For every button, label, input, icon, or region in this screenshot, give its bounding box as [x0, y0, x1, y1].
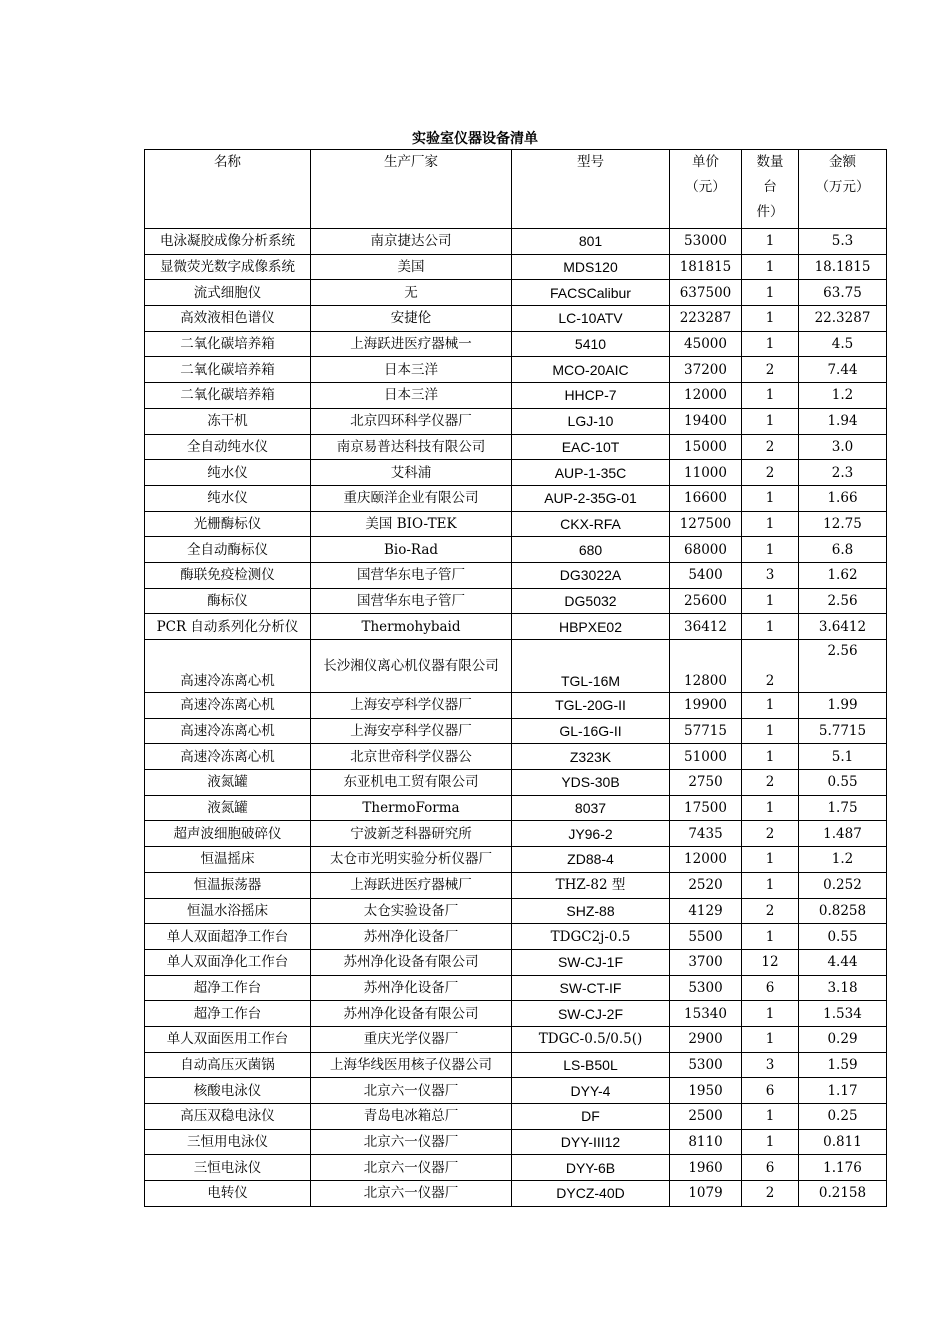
cell-maker: 北京六一仪器厂	[311, 1181, 512, 1207]
cell-model: AUP-1-35C	[512, 460, 670, 486]
cell-name: 高压双稳电泳仪	[145, 1104, 311, 1130]
cell-price: 2520	[670, 872, 742, 898]
cell-model: SW-CJ-2F	[512, 1001, 670, 1027]
cell-price: 17500	[670, 795, 742, 821]
table-row	[145, 537, 887, 563]
cell-name: 恒温水浴摇床	[145, 898, 311, 924]
table-row	[145, 718, 887, 744]
cell-maker: 日本三洋	[311, 383, 512, 409]
cell-maker: 苏州净化设备有限公司	[311, 949, 512, 975]
cell-maker: 上海安亭科学仪器厂	[311, 718, 512, 744]
cell-price: 25600	[670, 588, 742, 614]
cell-name: 显微荧光数字成像系统	[145, 254, 311, 280]
cell-price: 16600	[670, 485, 742, 511]
cell-amount: 1.94	[799, 408, 887, 434]
cell-qty: 1	[742, 485, 799, 511]
table-row	[145, 1181, 887, 1207]
cell-model: CKX-RFA	[512, 511, 670, 537]
cell-maker: 国营华东电子管厂	[311, 562, 512, 588]
cell-qty: 1	[742, 924, 799, 950]
cell-name: 纯水仪	[145, 460, 311, 486]
cell-price: 1079	[670, 1181, 742, 1207]
cell-name: 酶联免疫检测仪	[145, 562, 311, 588]
cell-qty: 1	[742, 306, 799, 332]
cell-qty: 6	[742, 1078, 799, 1104]
cell-model: TDGC-0.5/0.5()	[512, 1026, 670, 1052]
cell-amount: 0.8258	[799, 898, 887, 924]
cell-qty: 1	[742, 1026, 799, 1052]
header-maker: 生产厂家	[311, 150, 512, 229]
table-row	[145, 1001, 887, 1027]
cell-maker: ThermoForma	[311, 795, 512, 821]
header-name: 名称	[145, 150, 311, 229]
table-row	[145, 693, 887, 719]
cell-amount: 0.252	[799, 872, 887, 898]
cell-maker: 南京捷达公司	[311, 229, 512, 255]
cell-price: 1960	[670, 1155, 742, 1181]
cell-model: ZD88-4	[512, 847, 670, 873]
cell-price: 181815	[670, 254, 742, 280]
cell-price: 57715	[670, 718, 742, 744]
table-row	[145, 588, 887, 614]
cell-name: 高速冷冻离心机	[145, 693, 311, 719]
cell-maker: 上海跃进医疗器械一	[311, 331, 512, 357]
cell-model: 5410	[512, 331, 670, 357]
header-price: 单价 （元）	[670, 150, 742, 229]
cell-name: PCR 自动系列化分析仪	[145, 614, 311, 640]
cell-qty: 1	[742, 693, 799, 719]
cell-amount: 12.75	[799, 511, 887, 537]
table-row	[145, 795, 887, 821]
cell-model: AUP-2-35G-01	[512, 485, 670, 511]
table-row	[145, 280, 887, 306]
cell-name: 电泳凝胶成像分析系统	[145, 229, 311, 255]
cell-model: Z323K	[512, 744, 670, 770]
cell-name: 光栅酶标仪	[145, 511, 311, 537]
cell-price: 5300	[670, 1052, 742, 1078]
cell-price: 45000	[670, 331, 742, 357]
cell-qty: 1	[742, 1104, 799, 1130]
cell-qty: 1	[742, 614, 799, 640]
cell-maker: 安捷伦	[311, 306, 512, 332]
cell-amount: 0.29	[799, 1026, 887, 1052]
cell-qty: 2	[742, 1181, 799, 1207]
table-row	[145, 254, 887, 280]
table-row	[145, 821, 887, 847]
cell-amount: 1.62	[799, 562, 887, 588]
cell-price: 7435	[670, 821, 742, 847]
cell-amount: 0.55	[799, 924, 887, 950]
cell-amount: 0.2158	[799, 1181, 887, 1207]
cell-amount: 0.25	[799, 1104, 887, 1130]
cell-qty: 2	[742, 898, 799, 924]
cell-maker: 北京六一仪器厂	[311, 1078, 512, 1104]
cell-amount: 6.8	[799, 537, 887, 563]
cell-qty: 1	[742, 1129, 799, 1155]
cell-maker: Thermohybaid	[311, 614, 512, 640]
cell-price: 19900	[670, 693, 742, 719]
table-row	[145, 614, 887, 640]
cell-amount: 1.2	[799, 383, 887, 409]
cell-qty: 1	[742, 408, 799, 434]
cell-maker: 太仓实验设备厂	[311, 898, 512, 924]
cell-model: MDS120	[512, 254, 670, 280]
table-row	[145, 1104, 887, 1130]
cell-amount: 0.55	[799, 770, 887, 796]
cell-amount: 1.2	[799, 847, 887, 873]
cell-amount: 5.1	[799, 744, 887, 770]
table-row	[145, 872, 887, 898]
cell-maker: 重庆光学仪器厂	[311, 1026, 512, 1052]
cell-amount: 2.3	[799, 460, 887, 486]
cell-amount: 1.176	[799, 1155, 887, 1181]
cell-qty: 1	[742, 280, 799, 306]
cell-maker: 美国 BIO-TEK	[311, 511, 512, 537]
cell-model: GL-16G-II	[512, 718, 670, 744]
cell-maker: 美国	[311, 254, 512, 280]
cell-name: 二氧化碳培养箱	[145, 331, 311, 357]
table-row	[145, 306, 887, 332]
table-row	[145, 1129, 887, 1155]
table-row	[145, 357, 887, 383]
cell-qty: 6	[742, 1155, 799, 1181]
cell-price: 36412	[670, 614, 742, 640]
table-row	[145, 229, 887, 255]
cell-model: 801	[512, 229, 670, 255]
cell-name: 三恒用电泳仪	[145, 1129, 311, 1155]
cell-model: LS-B50L	[512, 1052, 670, 1078]
cell-amount: 1.59	[799, 1052, 887, 1078]
cell-price: 4129	[670, 898, 742, 924]
cell-amount: 5.7715	[799, 718, 887, 744]
cell-price: 12000	[670, 847, 742, 873]
cell-name: 单人双面超净工作台	[145, 924, 311, 950]
cell-name: 全自动酶标仪	[145, 537, 311, 563]
cell-model: TGL-20G-II	[512, 693, 670, 719]
cell-amount: 4.5	[799, 331, 887, 357]
cell-maker: 苏州净化设备厂	[311, 924, 512, 950]
cell-name: 液氮罐	[145, 795, 311, 821]
table-row	[145, 434, 887, 460]
cell-amount: 18.1815	[799, 254, 887, 280]
cell-model: MCO-20AIC	[512, 357, 670, 383]
cell-qty: 2	[742, 821, 799, 847]
cell-maker: 苏州净化设备厂	[311, 975, 512, 1001]
cell-price: 5400	[670, 562, 742, 588]
cell-qty: 1	[742, 1001, 799, 1027]
cell-price: 5500	[670, 924, 742, 950]
cell-price: 19400	[670, 408, 742, 434]
cell-qty: 2	[742, 770, 799, 796]
table-row	[145, 408, 887, 434]
cell-name: 液氮罐	[145, 770, 311, 796]
cell-price: 223287	[670, 306, 742, 332]
cell-qty: 2	[742, 357, 799, 383]
cell-model: TGL-16M	[512, 640, 670, 693]
cell-model: DYY-4	[512, 1078, 670, 1104]
cell-qty: 3	[742, 1052, 799, 1078]
cell-amount: 3.18	[799, 975, 887, 1001]
cell-maker: 北京六一仪器厂	[311, 1129, 512, 1155]
table-row	[145, 562, 887, 588]
cell-name: 电转仪	[145, 1181, 311, 1207]
cell-name: 高速冷冻离心机	[145, 718, 311, 744]
cell-name: 二氧化碳培养箱	[145, 383, 311, 409]
cell-qty: 1	[742, 537, 799, 563]
cell-price: 2750	[670, 770, 742, 796]
cell-model: DF	[512, 1104, 670, 1130]
cell-model: 680	[512, 537, 670, 563]
cell-amount: 3.0	[799, 434, 887, 460]
cell-qty: 1	[742, 511, 799, 537]
cell-maker: 上海跃进医疗器械厂	[311, 872, 512, 898]
cell-amount: 7.44	[799, 357, 887, 383]
table-row	[145, 898, 887, 924]
cell-maker: 南京易普达科技有限公司	[311, 434, 512, 460]
cell-maker: 苏州净化设备有限公司	[311, 1001, 512, 1027]
cell-maker: 青岛电冰箱总厂	[311, 1104, 512, 1130]
cell-qty: 1	[742, 718, 799, 744]
cell-qty: 2	[742, 460, 799, 486]
cell-model: LC-10ATV	[512, 306, 670, 332]
cell-maker: 无	[311, 280, 512, 306]
cell-maker: 国营华东电子管厂	[311, 588, 512, 614]
cell-qty: 6	[742, 975, 799, 1001]
cell-maker: 日本三洋	[311, 357, 512, 383]
cell-price: 12000	[670, 383, 742, 409]
table-row	[145, 331, 887, 357]
cell-name: 高速冷冻离心机	[145, 640, 311, 693]
cell-amount: 22.3287	[799, 306, 887, 332]
cell-model: DYY-III12	[512, 1129, 670, 1155]
cell-name: 核酸电泳仪	[145, 1078, 311, 1104]
table-row	[145, 847, 887, 873]
cell-model: SW-CJ-1F	[512, 949, 670, 975]
cell-amount: 0.811	[799, 1129, 887, 1155]
cell-maker: 重庆颐洋企业有限公司	[311, 485, 512, 511]
cell-price: 2900	[670, 1026, 742, 1052]
cell-price: 68000	[670, 537, 742, 563]
cell-name: 高效液相色谱仪	[145, 306, 311, 332]
cell-maker: 太仓市光明实验分析仪器厂	[311, 847, 512, 873]
table-body	[145, 229, 887, 1207]
cell-name: 单人双面净化工作台	[145, 949, 311, 975]
cell-model: TDGC2j-0.5	[512, 924, 670, 950]
table-row	[145, 1026, 887, 1052]
cell-name: 超声波细胞破碎仪	[145, 821, 311, 847]
cell-price: 3700	[670, 949, 742, 975]
cell-model: DG5032	[512, 588, 670, 614]
cell-model: DG3022A	[512, 562, 670, 588]
cell-name: 流式细胞仪	[145, 280, 311, 306]
cell-maker: 上海安亭科学仪器厂	[311, 693, 512, 719]
cell-qty: 2	[742, 640, 799, 693]
table-row	[145, 460, 887, 486]
cell-name: 冻干机	[145, 408, 311, 434]
cell-qty: 1	[742, 795, 799, 821]
table-row	[145, 975, 887, 1001]
cell-name: 全自动纯水仪	[145, 434, 311, 460]
cell-model: DYCZ-40D	[512, 1181, 670, 1207]
table-row	[145, 383, 887, 409]
cell-amount: 4.44	[799, 949, 887, 975]
cell-amount: 1.75	[799, 795, 887, 821]
cell-amount: 5.3	[799, 229, 887, 255]
cell-qty: 1	[742, 872, 799, 898]
cell-name: 酶标仪	[145, 588, 311, 614]
cell-name: 恒温振荡器	[145, 872, 311, 898]
cell-amount: 63.75	[799, 280, 887, 306]
cell-amount: 1.99	[799, 693, 887, 719]
cell-name: 超净工作台	[145, 1001, 311, 1027]
cell-price: 51000	[670, 744, 742, 770]
cell-name: 纯水仪	[145, 485, 311, 511]
cell-amount: 1.17	[799, 1078, 887, 1104]
cell-amount: 3.6412	[799, 614, 887, 640]
cell-model: EAC-10T	[512, 434, 670, 460]
table-row	[145, 640, 887, 693]
cell-maker: 北京四环科学仪器厂	[311, 408, 512, 434]
cell-price: 53000	[670, 229, 742, 255]
table-row	[145, 770, 887, 796]
cell-price: 127500	[670, 511, 742, 537]
cell-model: HHCP-7	[512, 383, 670, 409]
cell-model: FACSCalibur	[512, 280, 670, 306]
header-qty: 数量 台 件）	[742, 150, 799, 229]
cell-amount: 1.487	[799, 821, 887, 847]
cell-model: 8037	[512, 795, 670, 821]
cell-name: 三恒电泳仪	[145, 1155, 311, 1181]
page-title: 实验室仪器设备清单	[412, 131, 538, 147]
cell-qty: 2	[742, 434, 799, 460]
cell-name: 单人双面医用工作台	[145, 1026, 311, 1052]
cell-price: 1950	[670, 1078, 742, 1104]
header-model: 型号	[512, 150, 670, 229]
cell-price: 15340	[670, 1001, 742, 1027]
table-row	[145, 744, 887, 770]
table-row	[145, 1078, 887, 1104]
cell-qty: 12	[742, 949, 799, 975]
cell-qty: 3	[742, 562, 799, 588]
cell-maker: 东亚机电工贸有限公司	[311, 770, 512, 796]
cell-price: 12800	[670, 640, 742, 693]
cell-qty: 1	[742, 847, 799, 873]
table-row	[145, 1155, 887, 1181]
table-row	[145, 511, 887, 537]
table-row	[145, 949, 887, 975]
cell-price: 15000	[670, 434, 742, 460]
cell-name: 自动高压灭菌锅	[145, 1052, 311, 1078]
cell-price: 8110	[670, 1129, 742, 1155]
cell-maker: 北京六一仪器厂	[311, 1155, 512, 1181]
table-row	[145, 485, 887, 511]
cell-qty: 1	[742, 383, 799, 409]
cell-model: DYY-6B	[512, 1155, 670, 1181]
cell-model: SW-CT-IF	[512, 975, 670, 1001]
cell-maker: 北京世帝科学仪器公	[311, 744, 512, 770]
cell-price: 2500	[670, 1104, 742, 1130]
cell-qty: 1	[742, 588, 799, 614]
cell-qty: 1	[742, 254, 799, 280]
cell-maker: Bio-Rad	[311, 537, 512, 563]
cell-name: 超净工作台	[145, 975, 311, 1001]
cell-amount: 2.56	[799, 640, 887, 693]
cell-amount: 2.56	[799, 588, 887, 614]
cell-model: JY96-2	[512, 821, 670, 847]
cell-model: THZ-82 型	[512, 872, 670, 898]
cell-model: YDS-30B	[512, 770, 670, 796]
cell-price: 5300	[670, 975, 742, 1001]
table-row	[145, 924, 887, 950]
header-amount: 金额 （万元）	[799, 150, 887, 229]
cell-maker: 艾科浦	[311, 460, 512, 486]
cell-qty: 1	[742, 229, 799, 255]
cell-model: SHZ-88	[512, 898, 670, 924]
table-header-row	[145, 150, 887, 229]
cell-maker: 上海华线医用核子仪器公司	[311, 1052, 512, 1078]
cell-amount: 1.534	[799, 1001, 887, 1027]
cell-amount: 1.66	[799, 485, 887, 511]
cell-price: 37200	[670, 357, 742, 383]
cell-name: 二氧化碳培养箱	[145, 357, 311, 383]
cell-model: HBPXE02	[512, 614, 670, 640]
cell-maker: 宁波新芝科器研究所	[311, 821, 512, 847]
cell-name: 高速冷冻离心机	[145, 744, 311, 770]
cell-price: 11000	[670, 460, 742, 486]
table-row	[145, 1052, 887, 1078]
cell-price: 637500	[670, 280, 742, 306]
cell-model: LGJ-10	[512, 408, 670, 434]
cell-qty: 1	[742, 331, 799, 357]
equipment-table	[144, 149, 887, 1207]
cell-maker: 长沙湘仪离心机仪器有限公司	[311, 640, 512, 693]
cell-qty: 1	[742, 744, 799, 770]
cell-name: 恒温摇床	[145, 847, 311, 873]
